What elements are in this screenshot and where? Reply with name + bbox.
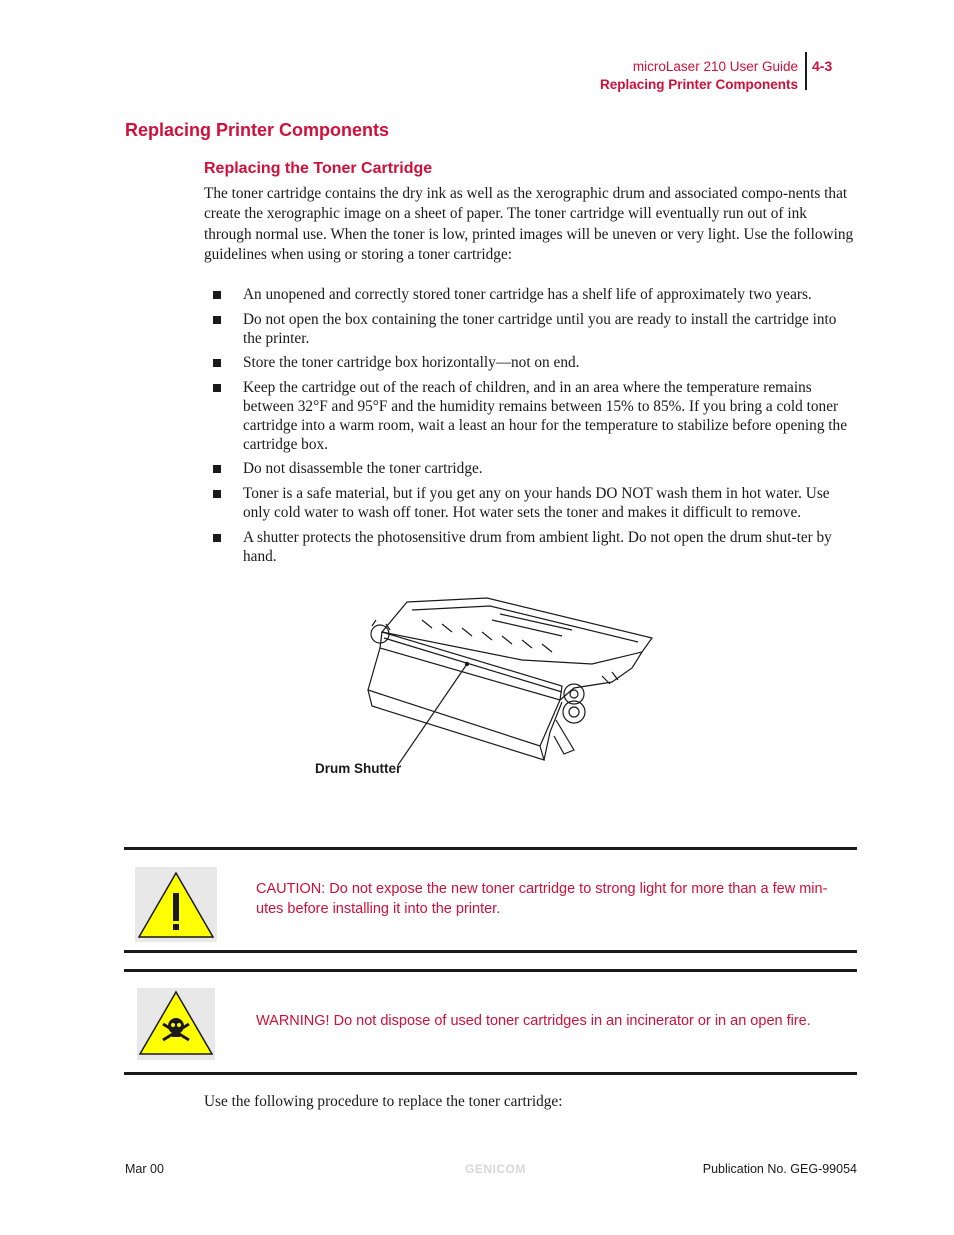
subsection-title: Replacing the Toner Cartridge: [204, 160, 433, 177]
list-item-text: Do not disassemble the toner cartridge.: [243, 460, 483, 478]
list-item: [204, 354, 858, 373]
section-title: Replacing Printer Components: [125, 120, 390, 140]
list-item: [204, 460, 858, 479]
bullet-icon: [213, 384, 221, 392]
footer-brand-watermark: GENICOM: [465, 1162, 526, 1176]
bullet-icon: [213, 465, 221, 473]
list-item: [204, 379, 858, 454]
bullet-icon: [213, 534, 221, 542]
list-item-text: Do not open the box containing the toner cartridge until you are ready to install the cartridge into the printer.: [243, 310, 837, 347]
caution-top-rule: [124, 847, 857, 850]
footer-date: Mar 00: [125, 1162, 164, 1176]
list-item-text: An unopened and correctly stored toner cartridge has a shelf life of approximately two years.: [243, 286, 812, 303]
exclamation-warning-icon: [135, 867, 217, 942]
list-item-text: Toner is a safe material, but if you get any on your hands DO NOT wash them in hot water. Use only cold water to wash off toner. Hot water sets the toner and makes it difficult to remove.: [243, 485, 830, 521]
header-divider: [805, 52, 807, 90]
bullet-icon: [213, 490, 221, 498]
toner-cartridge-illustration: [312, 590, 662, 790]
list-item-text: Store the toner cartridge box horizontally—not on end.: [243, 354, 580, 372]
bullet-icon: [213, 291, 221, 299]
guide-title: microLaser 210 User Guide: [632, 59, 798, 74]
list-item: [204, 529, 858, 567]
footer-publication-number: Publication No. GEG-99054: [702, 1162, 857, 1176]
page-number: 4-3: [812, 58, 833, 74]
guidelines-list: [204, 286, 858, 572]
bullet-icon: [213, 359, 221, 367]
caution-bottom-rule: [124, 950, 857, 953]
caution-text: CAUTION: Do not expose the new toner cartridge to strong light for more than a few min-utes before installing it into the printer.: [256, 881, 828, 917]
skull-crossbones-icon: [137, 988, 215, 1060]
warning-bottom-rule: [124, 1072, 857, 1075]
list-item: [204, 311, 858, 349]
running-header: [600, 58, 798, 94]
warning-top-rule: [124, 969, 857, 972]
warning-text: WARNING! Do not dispose of used toner cartridges in an incinerator or in an open fire.: [256, 1013, 811, 1029]
intro-paragraph: The toner cartridge contains the dry ink as well as the xerographic drum and associated compo-nents that create the xerographic image on a sheet of paper. The toner cartridge will eventually run out of ink through normal use. When the toner is low, printed images will be uneven or very light. Use the following guidelines when using or storing a toner cartridge:: [204, 185, 854, 264]
list-item: [204, 485, 858, 523]
bullet-icon: [213, 316, 221, 324]
list-item: [204, 286, 858, 305]
drum-shutter-callout: Drum Shutter: [315, 761, 402, 776]
list-item-text: Keep the cartridge out of the reach of children, and in an area where the temperature remains between 32°F and 95°F and the humidity remains between 15% to 85%. If you bring a cold toner cartridge into a warm room, wait a least an hour for the temperature to stabilize before opening the cartridge box.: [243, 379, 847, 453]
procedure-intro: Use the following procedure to replace the toner cartridge:: [204, 1093, 563, 1110]
list-item-text: A shutter protects the photosensitive drum from ambient light. Do not open the drum shut-ter by hand.: [243, 528, 832, 565]
running-section-title: Replacing Printer Components: [599, 77, 798, 92]
